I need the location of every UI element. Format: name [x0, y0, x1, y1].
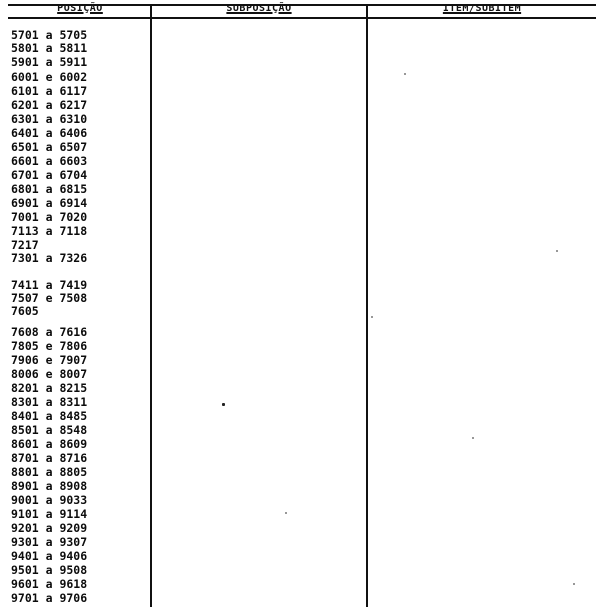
scan-speck [371, 316, 373, 318]
posicao-row: 8601 a 8609 [11, 437, 88, 451]
posicao-row: 9001 a 9033 [11, 493, 88, 507]
column-divider-2 [366, 4, 368, 607]
posicao-row: 6601 a 6603 [11, 154, 88, 168]
scan-speck [222, 403, 225, 406]
posicao-row: 7113 a 7118 [11, 224, 88, 238]
posicao-row: 6901 a 6914 [11, 196, 88, 210]
header-item-subitem: ITEM/SUBITEM [442, 3, 522, 14]
scan-speck [404, 73, 406, 75]
posicao-row: 8901 a 8908 [11, 479, 88, 493]
posicao-row: 7411 a 7419 [11, 278, 88, 292]
posicao-row: 8006 e 8007 [11, 367, 88, 381]
posicao-row: 6501 a 6507 [11, 140, 88, 154]
posicao-row: 7906 e 7907 [11, 353, 88, 367]
posicao-row: 7605 [11, 304, 39, 318]
posicao-row: 6701 a 6704 [11, 168, 88, 182]
posicao-row: 8701 a 8716 [11, 451, 88, 465]
posicao-row: 6401 a 6406 [11, 126, 88, 140]
posicao-row: 7001 a 7020 [11, 210, 88, 224]
posicao-row: 9401 a 9406 [11, 549, 88, 563]
posicao-row: 9701 a 9706 [11, 591, 88, 605]
posicao-row: 7608 a 7616 [11, 325, 88, 339]
posicao-row: 6301 a 6310 [11, 112, 88, 126]
posicao-row: 5801 a 5811 [11, 41, 88, 55]
posicao-row: 8301 a 8311 [11, 395, 88, 409]
posicao-row: 7805 e 7806 [11, 339, 88, 353]
posicao-row: 5901 a 5911 [11, 55, 88, 69]
scan-speck [573, 583, 575, 585]
posicao-row: 7507 e 7508 [11, 291, 88, 305]
posicao-row: 5701 a 5705 [11, 28, 88, 42]
posicao-row: 9201 a 9209 [11, 521, 88, 535]
posicao-row: 9101 a 9114 [11, 507, 88, 521]
scan-speck [556, 250, 558, 252]
posicao-row: 6801 a 6815 [11, 182, 88, 196]
posicao-row: 8201 a 8215 [11, 381, 88, 395]
column-divider-1 [150, 4, 152, 607]
posicao-row: 7217 [11, 238, 39, 252]
scan-speck [285, 512, 287, 514]
posicao-row: 6201 a 6217 [11, 98, 88, 112]
posicao-row: 9301 a 9307 [11, 535, 88, 549]
posicao-row: 8401 a 8485 [11, 409, 88, 423]
posicao-row: 6101 a 6117 [11, 84, 88, 98]
posicao-row: 8501 a 8548 [11, 423, 88, 437]
posicao-row: 9501 a 9508 [11, 563, 88, 577]
posicao-row: 8801 a 8805 [11, 465, 88, 479]
scan-speck [472, 437, 474, 439]
posicao-row: 6001 e 6002 [11, 70, 88, 84]
posicao-row: 9601 a 9618 [11, 577, 88, 591]
header-bottom-rule [8, 17, 596, 19]
header-posicao: POSIÇÃO [57, 3, 103, 14]
posicao-row: 7301 a 7326 [11, 251, 88, 265]
header-subposicao: SUBPOSIÇÃO [226, 3, 292, 14]
